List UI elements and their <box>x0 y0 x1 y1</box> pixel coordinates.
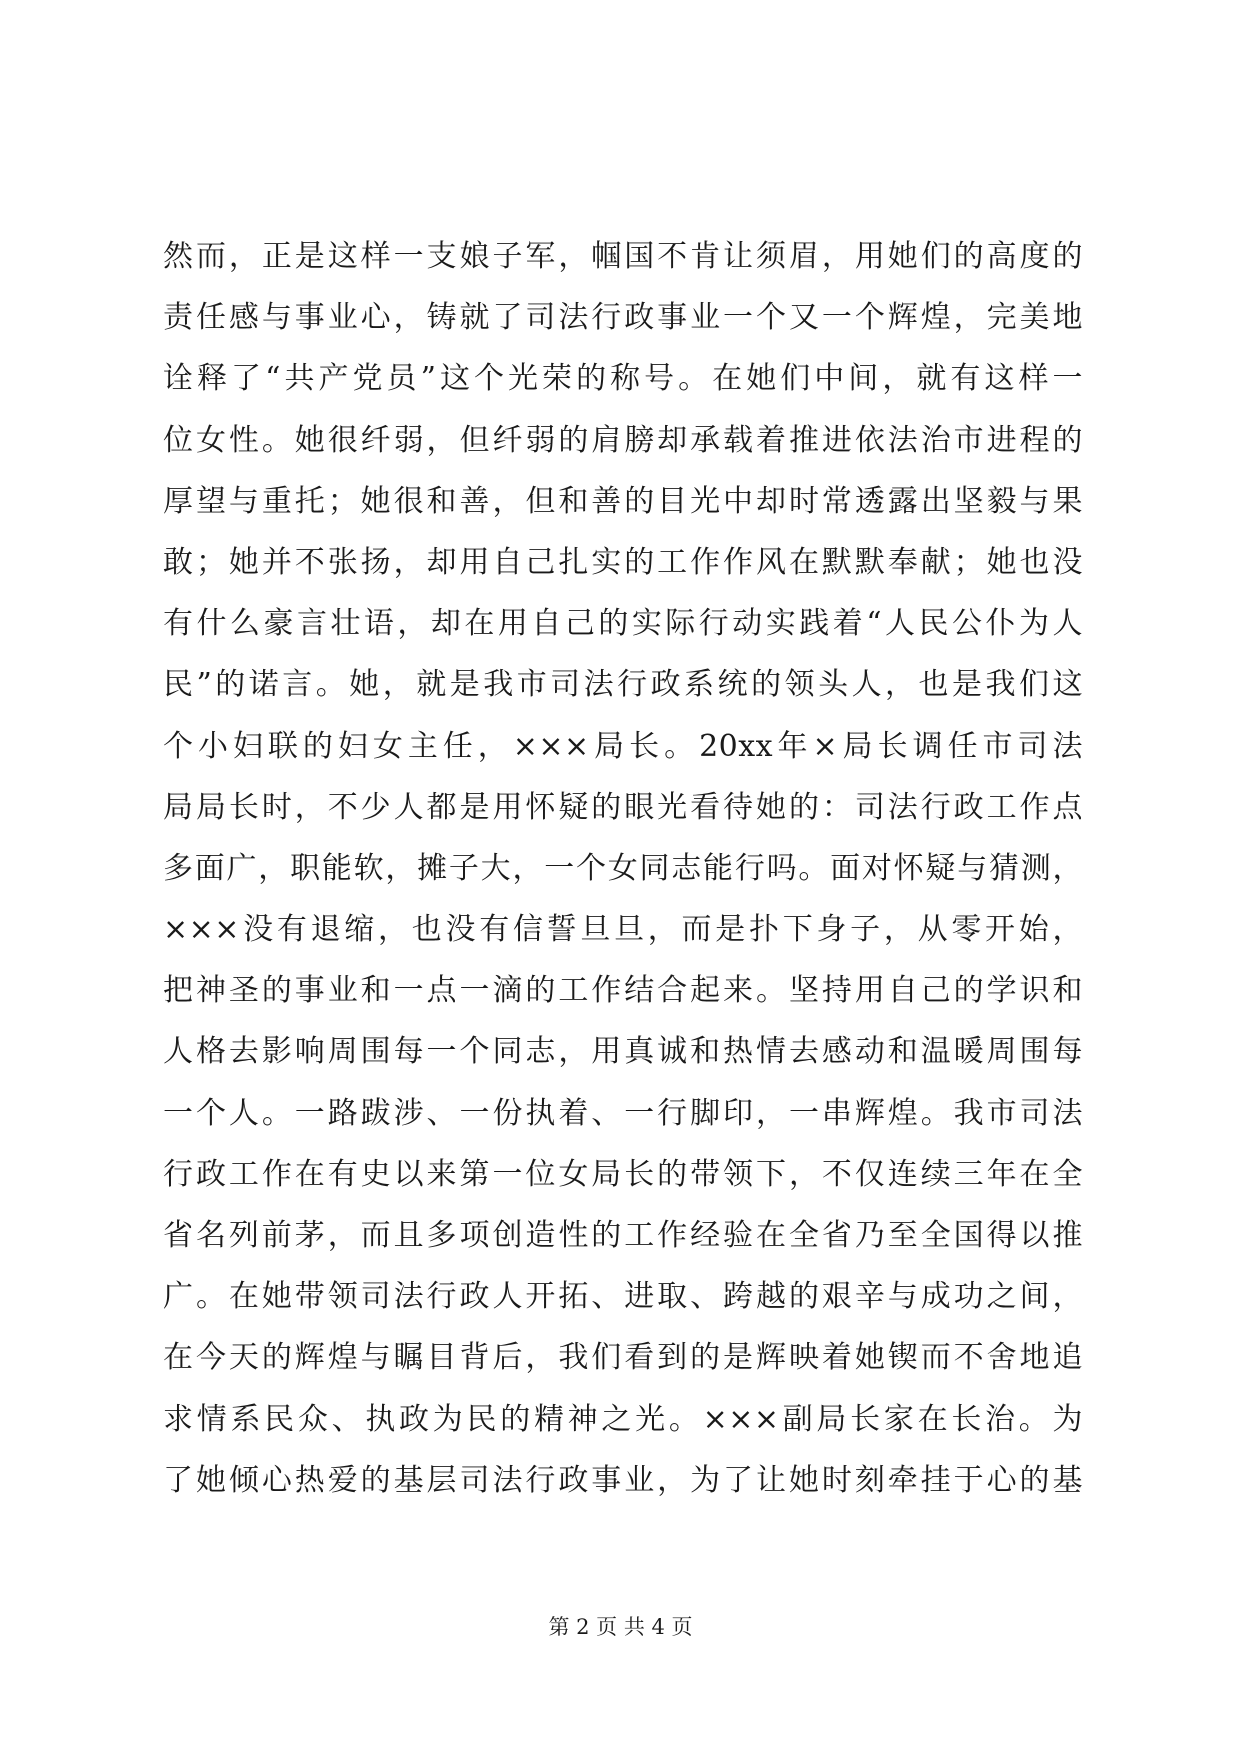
body-text <box>163 226 1083 1511</box>
text-line: 一个人。一路跋涉、一份执着、一行脚印，一串辉煌。我市司法 <box>163 1095 1083 1131</box>
text-line: 敢；她并不张扬，却用自己扎实的工作作风在默默奉献；她也没 <box>163 544 1083 580</box>
text-line: 多面广，职能软，摊子大，一个女同志能行吗。面对怀疑与猜测， <box>163 850 1083 886</box>
text-line: ×××没有退缩，也没有信誓旦旦，而是扑下身子，从零开始， <box>163 912 1083 948</box>
text-line: 了她倾心热爱的基层司法行政事业，为了让她时刻牵挂于心的基 <box>163 1462 1083 1498</box>
text-line: 人格去影响周围每一个同志，用真诚和热情去感动和温暖周围每 <box>163 1034 1083 1070</box>
text-line: 然而，正是这样一支娘子军，帼国不肯让须眉，用她们的高度的 <box>163 239 1083 274</box>
page-number-footer: 第 2 页 共 4 页 <box>548 1615 693 1639</box>
text-line: 在今天的辉煌与瞩目背后，我们看到的是辉映着她锲而不舍地追 <box>163 1340 1083 1376</box>
text-line: 把神圣的事业和一点一滴的工作结合起来。坚持用自己的学识和 <box>163 973 1083 1009</box>
text-line: 责任感与事业心，铸就了司法行政事业一个又一个辉煌，完美地 <box>163 300 1083 336</box>
text-line: 个小妇联的妇女主任，×××局长。20xx年×局长调任市司法 <box>163 728 1083 764</box>
text-line: 广。在她带领司法行政人开拓、进取、跨越的艰辛与成功之间， <box>163 1279 1083 1315</box>
text-line: 厚望与重托；她很和善，但和善的目光中却时常透露出坚毅与果 <box>163 483 1083 519</box>
text-line: 有什么豪言壮语，却在用自己的实际行动实践着“人民公仆为人 <box>163 606 1083 642</box>
text-line: 民”的诺言。她，就是我市司法行政系统的领头人，也是我们这 <box>163 667 1083 703</box>
text-line: 省名列前茅，而且多项创造性的工作经验在全省乃至全国得以推 <box>163 1218 1083 1253</box>
text-line: 行政工作在有史以来第一位女局长的带领下，不仅连续三年在全 <box>163 1156 1083 1192</box>
text-line: 局局长时，不少人都是用怀疑的眼光看待她的：司法行政工作点 <box>163 789 1083 825</box>
text-line: 诠释了“共产党员”这个光荣的称号。在她们中间，就有这样一 <box>163 361 1083 397</box>
text-line: 位女性。她很纤弱，但纤弱的肩膀却承载着推进依法治市进程的 <box>163 422 1083 458</box>
text-line: 求情系民众、执政为民的精神之光。×××副局长家在长治。为 <box>163 1401 1083 1437</box>
